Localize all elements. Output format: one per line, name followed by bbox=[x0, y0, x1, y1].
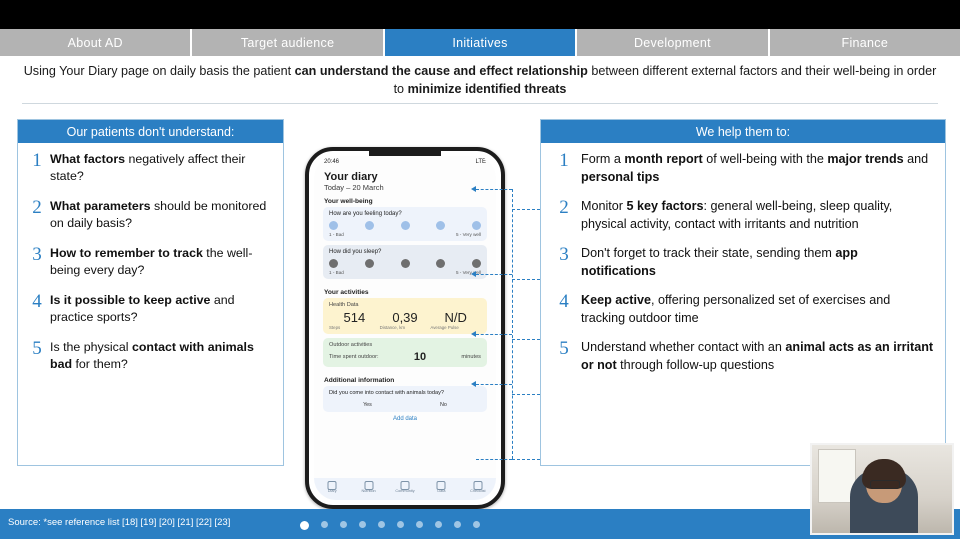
scale-dot[interactable] bbox=[365, 221, 374, 230]
list-item bbox=[24, 292, 273, 326]
sleep-scale[interactable] bbox=[329, 259, 481, 268]
headline-part-1: Using Your Diary page on daily basis the patient bbox=[23, 64, 295, 78]
pagination-dot[interactable] bbox=[321, 521, 328, 528]
scale-label-min: 1 - Bad bbox=[329, 232, 344, 237]
pagination-dot[interactable] bbox=[359, 521, 366, 528]
tabbar-item-diary[interactable]: Diary bbox=[314, 478, 350, 500]
wellbeing-card[interactable] bbox=[323, 207, 487, 241]
list-item-text bbox=[581, 292, 935, 327]
headline-bold-2: minimize identified threats bbox=[407, 82, 567, 96]
animals-question: Did you come into contact with animals today? bbox=[329, 390, 445, 396]
list-item-pre: Form a bbox=[581, 152, 625, 166]
section-activities-title: Your activities bbox=[324, 289, 369, 296]
diary-date: Today – 20 March bbox=[324, 183, 384, 192]
scale-dot[interactable] bbox=[436, 259, 445, 268]
connector-left-1 bbox=[476, 189, 512, 190]
outdoor-unit: minutes bbox=[461, 354, 481, 360]
sleep-card[interactable] bbox=[323, 245, 487, 279]
right-panel bbox=[540, 119, 946, 466]
health-metric-pulse bbox=[430, 310, 481, 330]
list-item-rest: should be monitored on daily basis? bbox=[50, 199, 267, 230]
status-network: LTE bbox=[475, 159, 486, 165]
list-item-number: 4 bbox=[559, 291, 569, 312]
connector-arrow-2 bbox=[471, 271, 476, 277]
pagination-dots[interactable] bbox=[300, 521, 480, 530]
connector-right-4 bbox=[512, 394, 540, 395]
pagination-dot[interactable] bbox=[454, 521, 461, 528]
slide-headline bbox=[22, 62, 938, 98]
list-item-rest: and practice sports? bbox=[50, 293, 235, 324]
headline-part-3: factors and their well-being in order to bbox=[393, 64, 937, 96]
section-tabs bbox=[0, 29, 960, 56]
scale-dot[interactable] bbox=[472, 221, 481, 230]
outdoor-row bbox=[329, 351, 481, 363]
scale-label-max: 5 - Very well bbox=[455, 232, 481, 237]
pagination-dot[interactable] bbox=[378, 521, 385, 528]
connector-left-5 bbox=[476, 459, 512, 460]
connector-arrow-3 bbox=[471, 331, 476, 337]
additional-info-card[interactable] bbox=[323, 386, 487, 412]
health-data-label: Health Data bbox=[329, 302, 359, 308]
list-item-text bbox=[50, 198, 273, 232]
scale-dot[interactable] bbox=[365, 259, 374, 268]
list-item-number: 2 bbox=[559, 197, 569, 218]
health-caption: Steps bbox=[329, 325, 341, 330]
phone-mockup bbox=[305, 147, 505, 509]
list-item-mid: : general well-being, sleep quality, physical activity, contact with irritants and nutrition bbox=[581, 199, 893, 231]
left-panel bbox=[17, 119, 284, 466]
outdoor-sublabel: Time spent outdoor: bbox=[329, 354, 379, 360]
tab-development[interactable]: Development bbox=[577, 29, 769, 56]
scale-dot[interactable] bbox=[436, 221, 445, 230]
list-item-bold: Keep active bbox=[581, 293, 652, 307]
health-metric-steps bbox=[329, 310, 380, 330]
pagination-dot[interactable] bbox=[435, 521, 442, 528]
tabbar-item-checklist[interactable]: Checklist bbox=[460, 478, 496, 500]
connector-right-5 bbox=[512, 459, 540, 460]
scale-dot[interactable] bbox=[329, 221, 338, 230]
list-item-text bbox=[50, 292, 273, 326]
list-item bbox=[24, 339, 273, 373]
pagination-dot[interactable] bbox=[416, 521, 423, 528]
list-item bbox=[24, 245, 273, 279]
list-item-mid: of well-being with the bbox=[702, 152, 828, 166]
tab-target-audience[interactable]: Target audience bbox=[192, 29, 384, 56]
list-item-bold: contact with animals bad bbox=[50, 340, 254, 371]
list-item-pre: Understand whether contact with an bbox=[581, 340, 786, 354]
connector-left-2 bbox=[476, 274, 512, 275]
list-item-number: 3 bbox=[559, 244, 569, 265]
list-item bbox=[547, 245, 935, 280]
add-data-link[interactable]: Add data bbox=[392, 416, 418, 422]
list-item-rest: negatively affect their state? bbox=[50, 152, 246, 183]
list-item bbox=[547, 292, 935, 327]
health-data-row bbox=[329, 310, 481, 330]
list-item-text bbox=[50, 245, 273, 279]
list-item-bold: animal acts as an irritant or not bbox=[581, 340, 934, 372]
connector-left-4 bbox=[476, 384, 512, 385]
phone-tab-bar[interactable] bbox=[314, 478, 496, 500]
headline-bold-1: can understand the cause and effect relationship bbox=[294, 64, 588, 78]
connector-arrow-1 bbox=[471, 186, 476, 192]
tabbar-item-community[interactable]: Community bbox=[387, 478, 423, 500]
section-wellbeing-title: Your well-being bbox=[324, 198, 373, 205]
list-item-mid2: and bbox=[903, 152, 929, 166]
connector-right-2 bbox=[512, 279, 540, 280]
list-item-text bbox=[581, 151, 935, 186]
list-item-number: 1 bbox=[559, 150, 569, 171]
connector-left-3 bbox=[476, 334, 512, 335]
slide-canvas bbox=[0, 29, 960, 528]
list-item-rest: for them? bbox=[72, 357, 128, 371]
list-item-rest: the well-being every day? bbox=[50, 246, 253, 277]
list-item-bold: What parameters bbox=[50, 199, 151, 213]
list-item-number: 3 bbox=[32, 244, 42, 265]
left-panel-title: Our patients don't understand: bbox=[18, 120, 283, 143]
list-item-number: 2 bbox=[32, 197, 42, 218]
headline-divider bbox=[22, 103, 938, 104]
health-value: N/D bbox=[444, 310, 467, 325]
list-item-pre: Monitor bbox=[581, 199, 627, 213]
health-caption: Distance, km bbox=[379, 325, 406, 330]
tab-about-ad[interactable]: About AD bbox=[0, 29, 192, 56]
outdoor-value: 10 bbox=[413, 351, 427, 363]
list-item-text bbox=[581, 339, 935, 374]
right-panel-items bbox=[541, 143, 945, 374]
outdoor-label: Outdoor activities bbox=[329, 342, 373, 348]
list-item bbox=[547, 339, 935, 374]
source-note: Source: *see reference list [18] [19] [20] [21] [22] [23] bbox=[8, 517, 231, 528]
list-item-text bbox=[50, 339, 273, 373]
list-item-number: 5 bbox=[559, 338, 569, 359]
section-additional-title: Additional information bbox=[324, 377, 395, 384]
phone-status-bar bbox=[314, 156, 496, 165]
scale-label-max: 5 - Very well bbox=[455, 270, 481, 275]
health-value: 514 bbox=[343, 310, 366, 325]
list-item-bold: month report bbox=[624, 152, 703, 166]
scale-dot[interactable] bbox=[401, 259, 410, 268]
list-item-mid: , offering personalized set of exercises and tracking outdoor time bbox=[581, 293, 891, 325]
list-item-number: 4 bbox=[32, 291, 42, 312]
tab-initiatives[interactable]: Initiatives bbox=[385, 29, 577, 56]
health-value: 0,39 bbox=[392, 310, 418, 325]
pagination-dot[interactable] bbox=[397, 521, 404, 528]
outdoor-activities-card[interactable] bbox=[323, 338, 487, 367]
answer-no-button[interactable]: No bbox=[440, 402, 447, 408]
pagination-dot[interactable] bbox=[300, 521, 309, 530]
right-panel-title: We help them to: bbox=[541, 120, 945, 143]
health-metric-distance bbox=[380, 310, 431, 330]
pagination-dot[interactable] bbox=[340, 521, 347, 528]
list-item-mid: through follow-up questions bbox=[616, 357, 775, 372]
list-item bbox=[547, 198, 935, 233]
list-item-bold: 5 key factors bbox=[626, 199, 704, 213]
sleep-question: How did you sleep? bbox=[329, 249, 382, 255]
left-panel-items bbox=[18, 143, 283, 373]
list-item-bold3: personal tips bbox=[581, 169, 660, 184]
webcam-video-tile[interactable] bbox=[810, 443, 954, 535]
scale-label-min: 1 - Bad bbox=[329, 270, 344, 275]
tab-finance[interactable]: Finance bbox=[770, 29, 960, 56]
list-item-text bbox=[581, 198, 935, 233]
list-item-number: 1 bbox=[32, 150, 42, 171]
scale-dot[interactable] bbox=[401, 221, 410, 230]
headline-part-2: between different external bbox=[587, 64, 737, 78]
list-item-pre: Don't forget to track their state, sending them bbox=[581, 246, 836, 260]
diary-title: Your diary bbox=[324, 171, 378, 183]
list-item-bold: Is it possible to keep active bbox=[50, 293, 211, 307]
connector-arrow-4 bbox=[471, 381, 476, 387]
wellbeing-question: How are you feeling today? bbox=[329, 211, 402, 217]
list-item-bold: How to remember to track bbox=[50, 246, 203, 260]
scale-dot[interactable] bbox=[472, 259, 481, 268]
tabbar-item-data[interactable]: Data bbox=[423, 478, 459, 500]
sleep-scale-labels bbox=[329, 270, 481, 275]
list-item-text bbox=[581, 245, 935, 280]
wellbeing-scale[interactable] bbox=[329, 221, 481, 230]
list-item-pre: Is the physical bbox=[50, 340, 132, 354]
connector-right-3 bbox=[512, 339, 540, 340]
health-data-card[interactable] bbox=[323, 298, 487, 334]
animals-answers[interactable] bbox=[329, 402, 481, 408]
connector-right-1 bbox=[512, 209, 540, 210]
list-item-bold2: major trends bbox=[827, 152, 904, 166]
list-item-bold: What factors bbox=[50, 152, 126, 166]
status-time: 20:46 bbox=[324, 159, 340, 165]
list-item bbox=[24, 198, 273, 232]
list-item bbox=[24, 151, 273, 185]
list-item-number: 5 bbox=[32, 338, 42, 359]
wellbeing-scale-labels bbox=[329, 232, 481, 237]
list-item bbox=[547, 151, 935, 186]
scale-dot[interactable] bbox=[329, 259, 338, 268]
tabbar-item-nutrition[interactable]: Nutrition bbox=[350, 478, 386, 500]
list-item-bold: app notifications bbox=[581, 246, 858, 278]
connector-left-vertical bbox=[512, 189, 513, 459]
list-item-text bbox=[50, 151, 273, 185]
pagination-dot[interactable] bbox=[473, 521, 480, 528]
phone-screen bbox=[314, 156, 496, 500]
answer-yes-button[interactable]: Yes bbox=[363, 402, 372, 408]
glasses-icon bbox=[870, 480, 900, 489]
health-caption: Average Pulse bbox=[430, 325, 459, 330]
